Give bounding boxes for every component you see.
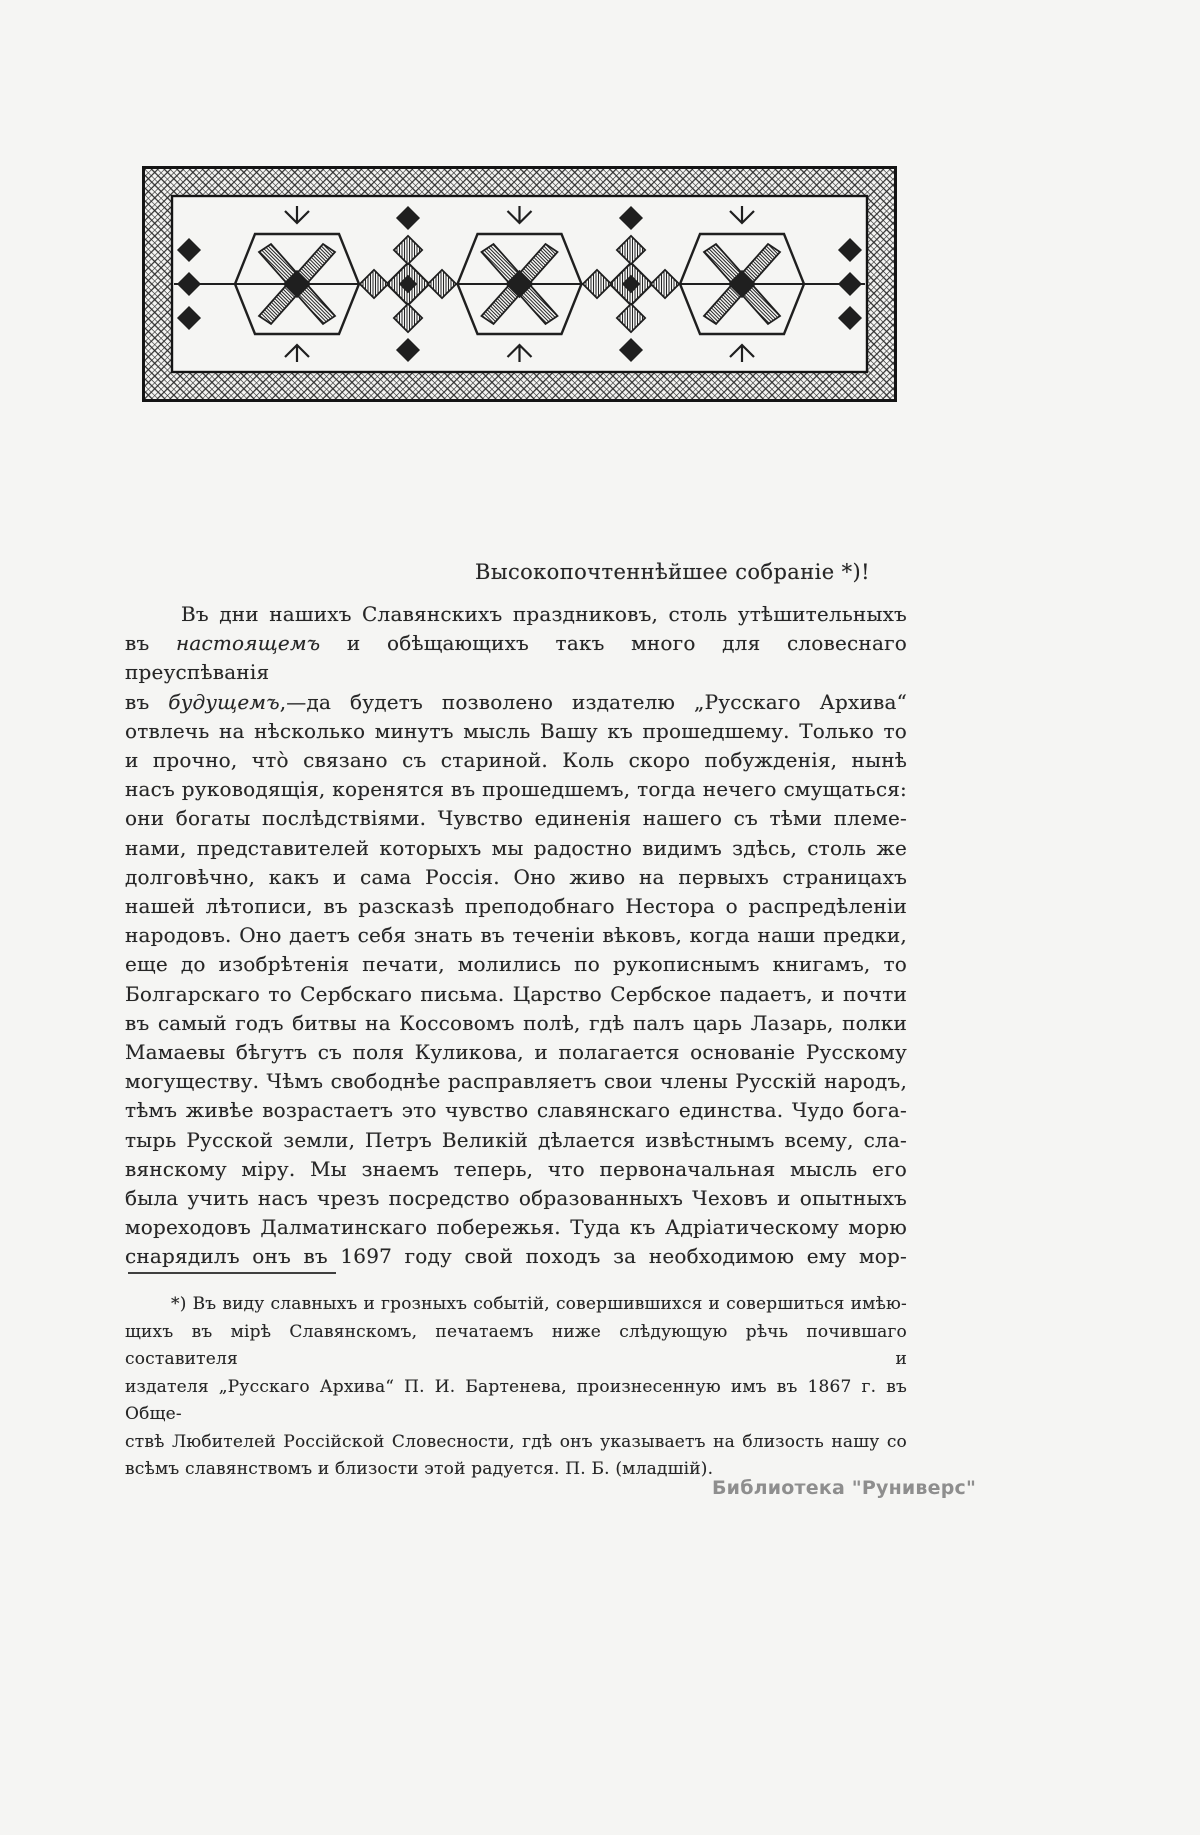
footnote-line: ствѣ Любителей Россійской Словесности, гдѣ онъ указываетъ на близость нашу со — [125, 1431, 907, 1452]
body-line: Въ дни нашихъ Славянскихъ праздниковъ, столь утѣшительныхъ — [181, 602, 907, 626]
body-line: долговѣчно, какъ и сама Россія. Оно живо на первыхъ страницахъ — [125, 864, 907, 889]
body-line: вянскому міру. Мы знаемъ теперь, что первоначальная мысль его — [125, 1156, 907, 1181]
footnote-text — [125, 1291, 907, 1484]
footnote-line: *) Въ виду славныхъ и грозныхъ событій, совершившихся и совершиться имѣю- — [171, 1294, 907, 1314]
body-text — [125, 600, 907, 1272]
body-line: въ будущемъ,—да будетъ позволено издателю „Русскаго Архива“ — [125, 689, 907, 714]
body-line: снарядилъ онъ въ 1697 году свой походъ за необходимою ему мор- — [125, 1244, 907, 1269]
body-line: Болгарскаго то Сербскаго письма. Царство Сербское падаетъ, и почти — [125, 981, 907, 1006]
headpiece-ornament-svg — [142, 166, 897, 402]
body-line: народовъ. Оно даетъ себя знать въ теченіи вѣковъ, когда наши предки, — [125, 923, 907, 948]
body-line: тырь Русской земли, Петръ Великій дѣлается извѣстнымъ всему, сла- — [125, 1127, 907, 1152]
body-line: нашей лѣтописи, въ разсказѣ преподобнаго Нестора о распредѣленіи — [125, 894, 907, 919]
body-line: они богаты послѣдствіями. Чувство единенія нашего съ тѣми племе- — [125, 806, 907, 831]
body-line: Мамаевы бѣгутъ съ поля Куликова, и полагается основаніе Русскому — [125, 1040, 907, 1065]
body-line: насъ руководящія, коренятся въ прошедшемъ, тогда нечего смущаться: — [125, 777, 907, 802]
body-line: могуществу. Чѣмъ свободнѣе расправляетъ свои члены Русскій народъ, — [125, 1069, 907, 1094]
body-line: въ самый годъ битвы на Коссовомъ полѣ, гдѣ палъ царь Лазарь, полки — [125, 1010, 907, 1035]
body-line: отвлечь на нѣсколько минутъ мысль Вашу къ прошедшему. Только то — [125, 718, 907, 743]
ornament-headpiece-image — [142, 166, 897, 402]
footnote-line: щихъ въ мірѣ Славянскомъ, печатаемъ ниже слѣдующую рѣчь почившаго составителя и — [125, 1321, 907, 1369]
body-line: была учить насъ чрезъ посредство образованныхъ Чеховъ и опытныхъ — [125, 1186, 907, 1211]
body-line: еще до изобрѣтенія печати, молились по рукописнымъ книгамъ, то — [125, 952, 907, 977]
body-line: тѣмъ живѣе возрастаетъ это чувство славянскаго единства. Чудо бога- — [125, 1098, 907, 1123]
library-watermark: Библиотека "Руниверс" — [712, 1477, 977, 1499]
body-line: мореходовъ Далматинскаго побережья. Туда къ Адріатическому морю — [125, 1215, 907, 1240]
footnote-line: всѣмъ славянствомъ и близости этой радуется. П. Б. (младшій). — [125, 1459, 714, 1479]
salutation-text: Высокопочтеннѣйшее собраніе *)! — [475, 560, 870, 584]
footnote-line: издателя „Русскаго Архива“ П. И. Бартенева, произнесенную имъ въ 1867 г. въ Обще- — [125, 1376, 907, 1424]
footnote-rule — [128, 1272, 336, 1274]
salutation-heading — [125, 560, 907, 584]
body-line: и прочно, чтò связано съ стариной. Коль скоро побужденія, нынѣ — [125, 748, 907, 773]
body-line: нами, представителей которыхъ мы радостно видимъ здѣсь, столь же — [125, 835, 907, 860]
body-line: въ настоящемъ и обѣщающихъ такъ много для словеснаго преуспѣванія — [125, 631, 907, 685]
